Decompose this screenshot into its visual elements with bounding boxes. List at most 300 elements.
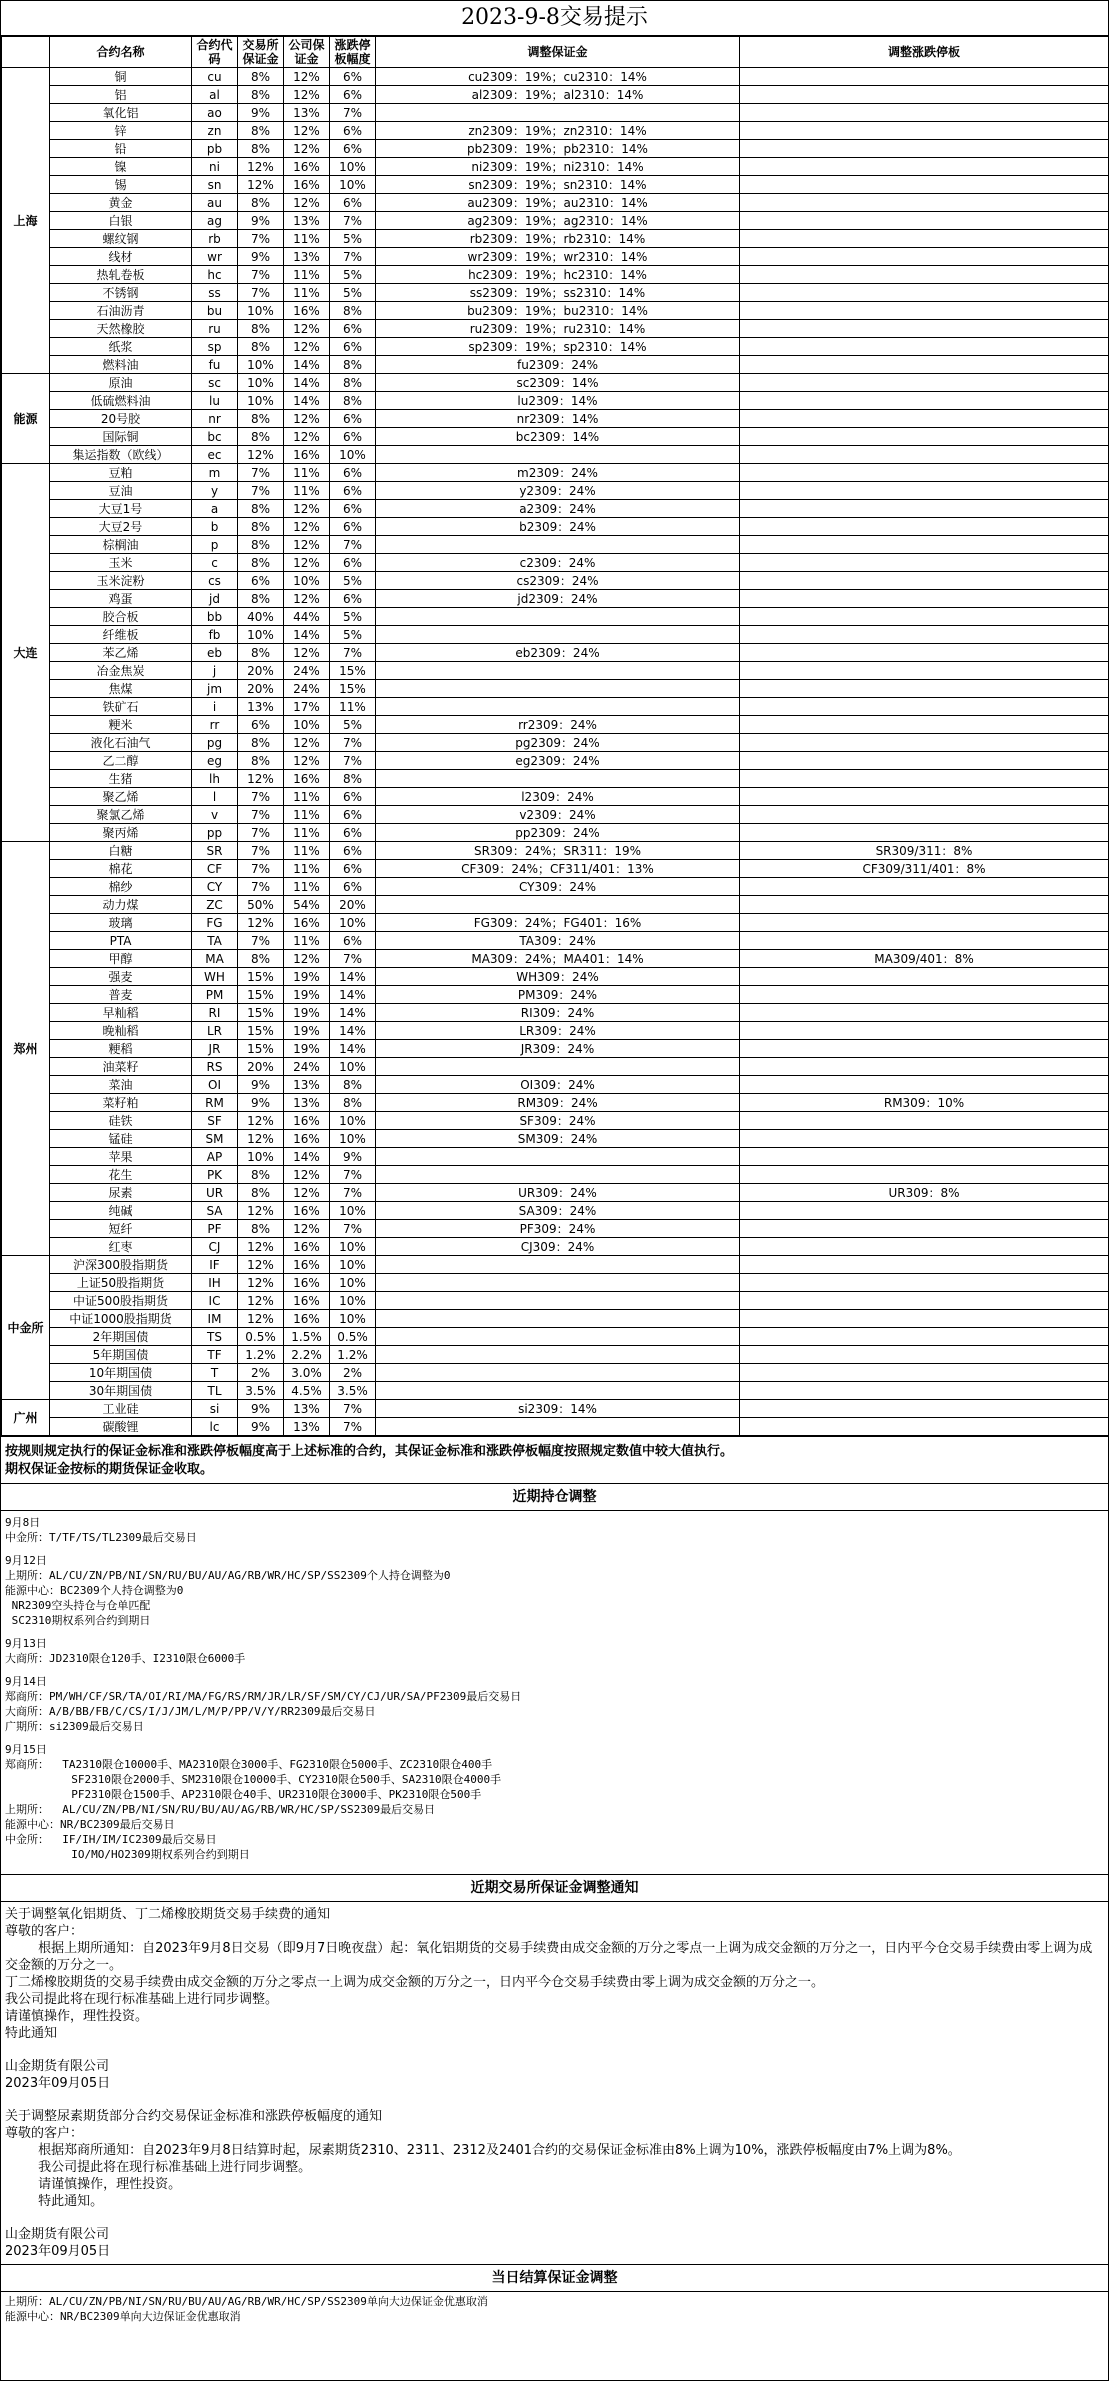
company-margin: 12% — [284, 590, 330, 608]
table-row — [2, 932, 1109, 950]
exchange-margin: 9% — [238, 1418, 284, 1436]
adjusted-margin: CY309：24% — [376, 878, 740, 896]
adjusted-margin: pp2309：24% — [376, 824, 740, 842]
table-row — [2, 626, 1109, 644]
adjusted-margin: jd2309：24% — [376, 590, 740, 608]
adjusted-price-limit — [740, 248, 1109, 266]
position-line: SF2310限仓2000手、SM2310限仓10000手、CY2310限仓500手、SA2310限仓4000手 — [5, 1773, 502, 1786]
company-margin: 11% — [284, 932, 330, 950]
exchange-margin: 10% — [238, 626, 284, 644]
company-margin: 11% — [284, 266, 330, 284]
adjusted-price-limit — [740, 284, 1109, 302]
adjusted-price-limit — [740, 104, 1109, 122]
contract-code: SR — [192, 842, 238, 860]
exchange-margin: 8% — [238, 644, 284, 662]
table-row — [2, 104, 1109, 122]
contract-name: 纯碱 — [50, 1202, 192, 1220]
exchange-margin: 12% — [238, 770, 284, 788]
exchange-name: 郑州 — [2, 842, 50, 1256]
contract-name: 5年期国债 — [50, 1346, 192, 1364]
price-limit: 11% — [330, 698, 376, 716]
adjusted-margin — [376, 104, 740, 122]
adjusted-margin: si2309：14% — [376, 1400, 740, 1418]
price-limit: 5% — [330, 284, 376, 302]
price-limit: 8% — [330, 770, 376, 788]
table-row — [2, 1130, 1109, 1148]
company-margin: 11% — [284, 878, 330, 896]
table-row — [2, 1058, 1109, 1076]
adjusted-price-limit — [740, 878, 1109, 896]
table-row — [2, 1076, 1109, 1094]
table-row — [2, 842, 1109, 860]
adjusted-margin: m2309：24% — [376, 464, 740, 482]
table-row — [2, 482, 1109, 500]
contract-code: c — [192, 554, 238, 572]
rule-line: 按规则规定执行的保证金标准和涨跌停板幅度高于上述标准的合约，其保证金标准和涨跌停板幅度按照规定数值中较大值执行。 — [5, 1444, 734, 1459]
company-margin: 12% — [284, 536, 330, 554]
table-row — [2, 212, 1109, 230]
contract-code: TL — [192, 1382, 238, 1400]
header-cell: 交易所保证金 — [238, 37, 284, 68]
adjusted-price-limit — [740, 428, 1109, 446]
adjusted-price-limit — [740, 446, 1109, 464]
adjusted-margin — [376, 662, 740, 680]
price-limit: 6% — [330, 140, 376, 158]
company-margin: 13% — [284, 212, 330, 230]
contract-code: RI — [192, 1004, 238, 1022]
price-limit: 8% — [330, 356, 376, 374]
exchange-margin: 12% — [238, 914, 284, 932]
adjusted-margin: au2309：19%；au2310：14% — [376, 194, 740, 212]
contract-name: 30年期国债 — [50, 1382, 192, 1400]
company-margin: 16% — [284, 914, 330, 932]
price-limit: 7% — [330, 950, 376, 968]
price-limit: 6% — [330, 554, 376, 572]
notice-line: 丁二烯橡胶期货的交易手续费由成交金额的万分之零点一上调为成交金额的万分之一，日内平今仓交易手续费由零上调为成交金额的万分之一。 — [5, 1975, 825, 1990]
company-margin: 3.0% — [284, 1364, 330, 1382]
company-margin: 12% — [284, 410, 330, 428]
company-margin: 13% — [284, 248, 330, 266]
contract-code: pp — [192, 824, 238, 842]
adjusted-price-limit — [740, 932, 1109, 950]
adjusted-price-limit — [740, 212, 1109, 230]
position-date: 9月13日 — [5, 1637, 47, 1650]
adjusted-price-limit — [740, 302, 1109, 320]
exchange-margin: 10% — [238, 356, 284, 374]
adjusted-margin — [376, 1418, 740, 1436]
adjusted-price-limit — [740, 410, 1109, 428]
exchange-margin: 7% — [238, 824, 284, 842]
signature-line: 2023年09月05日 — [5, 2244, 111, 2259]
company-margin: 19% — [284, 968, 330, 986]
adjusted-margin: fu2309：24% — [376, 356, 740, 374]
table-row — [2, 1274, 1109, 1292]
contract-code: eb — [192, 644, 238, 662]
contract-code: PK — [192, 1166, 238, 1184]
company-margin: 12% — [284, 500, 330, 518]
company-margin: 16% — [284, 1130, 330, 1148]
position-block — [5, 1636, 1104, 1666]
exchange-name: 能源 — [2, 374, 50, 464]
adjusted-margin: cu2309：19%；cu2310：14% — [376, 68, 740, 86]
contract-code: cs — [192, 572, 238, 590]
contract-code: si — [192, 1400, 238, 1418]
company-margin: 14% — [284, 626, 330, 644]
company-margin: 16% — [284, 446, 330, 464]
adjusted-margin — [376, 626, 740, 644]
exchange-margin: 7% — [238, 806, 284, 824]
contract-code: SA — [192, 1202, 238, 1220]
adjusted-price-limit — [740, 752, 1109, 770]
contract-name: 尿素 — [50, 1184, 192, 1202]
exchange-margin: 9% — [238, 248, 284, 266]
contract-code: pg — [192, 734, 238, 752]
adjusted-margin: sc2309：14% — [376, 374, 740, 392]
adjusted-price-limit — [740, 1400, 1109, 1418]
adjusted-price-limit: RM309：10% — [740, 1094, 1109, 1112]
exchange-margin: 7% — [238, 482, 284, 500]
contract-code: SF — [192, 1112, 238, 1130]
price-limit: 14% — [330, 1022, 376, 1040]
price-limit: 6% — [330, 878, 376, 896]
adjusted-price-limit — [740, 734, 1109, 752]
table-row — [2, 356, 1109, 374]
company-margin: 12% — [284, 554, 330, 572]
adjusted-margin: SR309：24%；SR311：19% — [376, 842, 740, 860]
price-limit: 14% — [330, 1004, 376, 1022]
position-block — [5, 1742, 1104, 1862]
adjusted-margin: RI309：24% — [376, 1004, 740, 1022]
contract-name: 苯乙烯 — [50, 644, 192, 662]
exchange-margin: 12% — [238, 158, 284, 176]
adjusted-margin — [376, 536, 740, 554]
exchange-margin: 0.5% — [238, 1328, 284, 1346]
table-row — [2, 1364, 1109, 1382]
contract-name: 菜油 — [50, 1076, 192, 1094]
exchange-margin: 10% — [238, 374, 284, 392]
exchange-margin: 15% — [238, 986, 284, 1004]
header-cell: 公司保证金 — [284, 37, 330, 68]
position-line: 能源中心：NR/BC2309最后交易日 — [5, 1818, 175, 1831]
adjusted-margin: pb2309：19%；pb2310：14% — [376, 140, 740, 158]
notice-line: 根据郑商所通知：自2023年9月8日结算时起，尿素期货2310、2311、2312及2401合约的交易保证金标准由8%上调为10%，涨跌停板幅度由7%上调为8%。 — [5, 2143, 961, 2158]
contract-code: a — [192, 500, 238, 518]
contract-name: 中证500股指期货 — [50, 1292, 192, 1310]
table-row — [2, 806, 1109, 824]
exchange-margin: 8% — [238, 338, 284, 356]
adjusted-margin: ag2309：19%；ag2310：14% — [376, 212, 740, 230]
adjusted-price-limit — [740, 590, 1109, 608]
exchange-margin: 12% — [238, 1238, 284, 1256]
contract-name: 生猪 — [50, 770, 192, 788]
table-row — [2, 824, 1109, 842]
contract-name: 聚丙烯 — [50, 824, 192, 842]
adjusted-margin: ss2309：19%；ss2310：14% — [376, 284, 740, 302]
company-margin: 17% — [284, 698, 330, 716]
company-margin: 12% — [284, 428, 330, 446]
adjusted-margin: hc2309：19%；hc2310：14% — [376, 266, 740, 284]
exchange-margin: 9% — [238, 1094, 284, 1112]
rule-line: 期权保证金按标的期货保证金收取。 — [5, 1462, 214, 1477]
position-date: 9月15日 — [5, 1743, 47, 1756]
company-margin: 13% — [284, 104, 330, 122]
contract-code: IC — [192, 1292, 238, 1310]
exchange-margin: 12% — [238, 1310, 284, 1328]
company-margin: 16% — [284, 176, 330, 194]
adjusted-margin: v2309：24% — [376, 806, 740, 824]
contract-name: 强麦 — [50, 968, 192, 986]
contract-code: WH — [192, 968, 238, 986]
table-row — [2, 1004, 1109, 1022]
adjusted-price-limit — [740, 536, 1109, 554]
table-row — [2, 1202, 1109, 1220]
price-limit: 10% — [330, 176, 376, 194]
table-row — [2, 1292, 1109, 1310]
contract-name: 铝 — [50, 86, 192, 104]
position-line: 广期所：si2309最后交易日 — [5, 1720, 144, 1733]
adjusted-price-limit — [740, 554, 1109, 572]
position-line: 上期所： AL/CU/ZN/PB/NI/SN/RU/BU/AU/AG/RB/WR/HC/SP/SS2309最后交易日 — [5, 1803, 436, 1816]
price-limit: 10% — [330, 1202, 376, 1220]
adjusted-margin: SA309：24% — [376, 1202, 740, 1220]
exchange-margin: 15% — [238, 1040, 284, 1058]
contract-code: rb — [192, 230, 238, 248]
adjusted-margin — [376, 1292, 740, 1310]
table-row — [2, 590, 1109, 608]
price-limit: 5% — [330, 608, 376, 626]
exchange-margin: 8% — [238, 950, 284, 968]
adjusted-margin: wr2309：19%；wr2310：14% — [376, 248, 740, 266]
table-row — [2, 680, 1109, 698]
price-limit: 6% — [330, 932, 376, 950]
company-margin: 11% — [284, 860, 330, 878]
contract-code: i — [192, 698, 238, 716]
company-margin: 12% — [284, 1220, 330, 1238]
contract-name: 沪深300股指期货 — [50, 1256, 192, 1274]
contract-name: 豆粕 — [50, 464, 192, 482]
price-limit: 6% — [330, 500, 376, 518]
contract-name: 粳稻 — [50, 1040, 192, 1058]
company-margin: 12% — [284, 518, 330, 536]
company-margin: 12% — [284, 194, 330, 212]
contract-name: 不锈钢 — [50, 284, 192, 302]
price-limit: 7% — [330, 212, 376, 230]
price-limit: 6% — [330, 788, 376, 806]
signature-line: 山金期货有限公司 — [5, 2059, 110, 2074]
position-date: 9月8日 — [5, 1516, 41, 1529]
company-margin: 16% — [284, 1112, 330, 1130]
contract-code: j — [192, 662, 238, 680]
adjusted-margin: bc2309：14% — [376, 428, 740, 446]
exchange-margin: 8% — [238, 500, 284, 518]
contract-code: b — [192, 518, 238, 536]
contract-name: 甲醇 — [50, 950, 192, 968]
company-margin: 14% — [284, 374, 330, 392]
contract-code: wr — [192, 248, 238, 266]
adjusted-price-limit — [740, 68, 1109, 86]
contract-code: ao — [192, 104, 238, 122]
exchange-margin: 7% — [238, 284, 284, 302]
table-row — [2, 878, 1109, 896]
table-row — [2, 662, 1109, 680]
company-margin: 12% — [284, 86, 330, 104]
contract-name: 锰硅 — [50, 1130, 192, 1148]
contract-name: 硅铁 — [50, 1112, 192, 1130]
contract-name: 纸浆 — [50, 338, 192, 356]
price-limit: 7% — [330, 1418, 376, 1436]
price-limit: 3.5% — [330, 1382, 376, 1400]
contract-code: IF — [192, 1256, 238, 1274]
contract-code: zn — [192, 122, 238, 140]
table-row — [2, 1022, 1109, 1040]
table-row — [2, 1094, 1109, 1112]
company-margin: 11% — [284, 230, 330, 248]
contract-name: 螺纹钢 — [50, 230, 192, 248]
adjusted-margin — [376, 1058, 740, 1076]
company-margin: 14% — [284, 356, 330, 374]
position-line: SC2310期权系列合约到期日 — [5, 1614, 151, 1627]
table-row — [2, 1310, 1109, 1328]
contract-name: 冶金焦炭 — [50, 662, 192, 680]
price-limit: 6% — [330, 824, 376, 842]
adjusted-margin: ru2309：19%；ru2310：14% — [376, 320, 740, 338]
adjusted-margin — [376, 1364, 740, 1382]
contract-code: nr — [192, 410, 238, 428]
position-line: PF2310限仓1500手、AP2310限仓40手、UR2310限仓3000手、PK2310限仓500手 — [5, 1788, 482, 1801]
notice-line: 尊敬的客户： — [5, 1924, 84, 1939]
position-line: 中金所：T/TF/TS/TL2309最后交易日 — [5, 1531, 197, 1544]
adjusted-margin: zn2309：19%；zn2310：14% — [376, 122, 740, 140]
adjusted-price-limit — [740, 1328, 1109, 1346]
price-limit: 7% — [330, 1400, 376, 1418]
contract-name: 早籼稻 — [50, 1004, 192, 1022]
exchange-margin: 9% — [238, 212, 284, 230]
exchange-margin: 8% — [238, 428, 284, 446]
table-row — [2, 266, 1109, 284]
adjusted-price-limit — [740, 176, 1109, 194]
exchange-margin: 20% — [238, 680, 284, 698]
price-limit: 10% — [330, 1292, 376, 1310]
adjusted-price-limit — [740, 86, 1109, 104]
price-limit: 7% — [330, 1166, 376, 1184]
contract-code: ag — [192, 212, 238, 230]
company-margin: 12% — [284, 338, 330, 356]
exchange-margin: 12% — [238, 446, 284, 464]
table-row — [2, 122, 1109, 140]
contract-name: 石油沥青 — [50, 302, 192, 320]
adjusted-price-limit — [740, 140, 1109, 158]
table-row — [2, 302, 1109, 320]
adjusted-price-limit — [740, 1238, 1109, 1256]
company-margin: 12% — [284, 752, 330, 770]
adjusted-price-limit — [740, 1256, 1109, 1274]
company-margin: 13% — [284, 1094, 330, 1112]
exchange-margin: 7% — [238, 266, 284, 284]
company-margin: 12% — [284, 68, 330, 86]
notice-signature — [5, 2058, 1104, 2092]
contract-code: lu — [192, 392, 238, 410]
price-limit: 10% — [330, 1112, 376, 1130]
price-limit: 6% — [330, 590, 376, 608]
margin-table — [1, 36, 1109, 1436]
company-margin: 13% — [284, 1076, 330, 1094]
adjusted-margin: MA309：24%；MA401：14% — [376, 950, 740, 968]
adjusted-margin — [376, 1274, 740, 1292]
exchange-margin: 12% — [238, 1202, 284, 1220]
position-line: 中金所： IF/IH/IM/IC2309最后交易日 — [5, 1833, 217, 1846]
company-margin: 10% — [284, 716, 330, 734]
notice-line: 请谨慎操作，理性投资。 — [5, 2009, 149, 2024]
company-margin: 24% — [284, 662, 330, 680]
contract-name: 乙二醇 — [50, 752, 192, 770]
settlement-section-title: 当日结算保证金调整 — [1, 2264, 1108, 2292]
price-limit: 10% — [330, 1238, 376, 1256]
price-limit: 10% — [330, 1274, 376, 1292]
exchange-margin: 7% — [238, 842, 284, 860]
exchange-name: 中金所 — [2, 1256, 50, 1400]
signature-line: 山金期货有限公司 — [5, 2227, 110, 2242]
price-limit: 14% — [330, 1040, 376, 1058]
table-row — [2, 248, 1109, 266]
company-margin: 12% — [284, 644, 330, 662]
adjusted-price-limit — [740, 1022, 1109, 1040]
contract-name: 纤维板 — [50, 626, 192, 644]
company-margin: 16% — [284, 158, 330, 176]
adjusted-margin: UR309：24% — [376, 1184, 740, 1202]
table-row — [2, 410, 1109, 428]
contract-code: JR — [192, 1040, 238, 1058]
adjusted-price-limit — [740, 320, 1109, 338]
company-margin: 12% — [284, 1166, 330, 1184]
notice-line: 我公司提此将在现行标准基础上进行同步调整。 — [5, 2160, 312, 2175]
adjusted-price-limit — [740, 824, 1109, 842]
adjusted-margin: sp2309：19%；sp2310：14% — [376, 338, 740, 356]
adjusted-price-limit — [740, 500, 1109, 518]
contract-name: 国际铜 — [50, 428, 192, 446]
price-limit: 20% — [330, 896, 376, 914]
notice-line: 特此通知 — [5, 2026, 58, 2041]
adjusted-margin: SM309：24% — [376, 1130, 740, 1148]
table-row — [2, 320, 1109, 338]
exchange-margin: 6% — [238, 716, 284, 734]
contract-name: 白银 — [50, 212, 192, 230]
contract-name: 白糖 — [50, 842, 192, 860]
company-margin: 1.5% — [284, 1328, 330, 1346]
price-limit: 7% — [330, 644, 376, 662]
exchange-margin: 15% — [238, 968, 284, 986]
header-cell: 调整保证金 — [376, 37, 740, 68]
table-row — [2, 572, 1109, 590]
position-block — [5, 1674, 1104, 1734]
margin-table-body — [2, 37, 1109, 1436]
adjusted-price-limit — [740, 788, 1109, 806]
adjusted-price-limit — [740, 1076, 1109, 1094]
adjusted-price-limit — [740, 518, 1109, 536]
adjusted-margin: b2309：24% — [376, 518, 740, 536]
company-margin: 24% — [284, 680, 330, 698]
price-limit: 6% — [330, 338, 376, 356]
exchange-margin: 9% — [238, 104, 284, 122]
price-limit: 10% — [330, 914, 376, 932]
exchange-margin: 15% — [238, 1022, 284, 1040]
table-row — [2, 860, 1109, 878]
table-row — [2, 1112, 1109, 1130]
table-row — [2, 1148, 1109, 1166]
contract-name: 普麦 — [50, 986, 192, 1004]
price-limit: 2% — [330, 1364, 376, 1382]
contract-code: UR — [192, 1184, 238, 1202]
company-margin: 12% — [284, 140, 330, 158]
